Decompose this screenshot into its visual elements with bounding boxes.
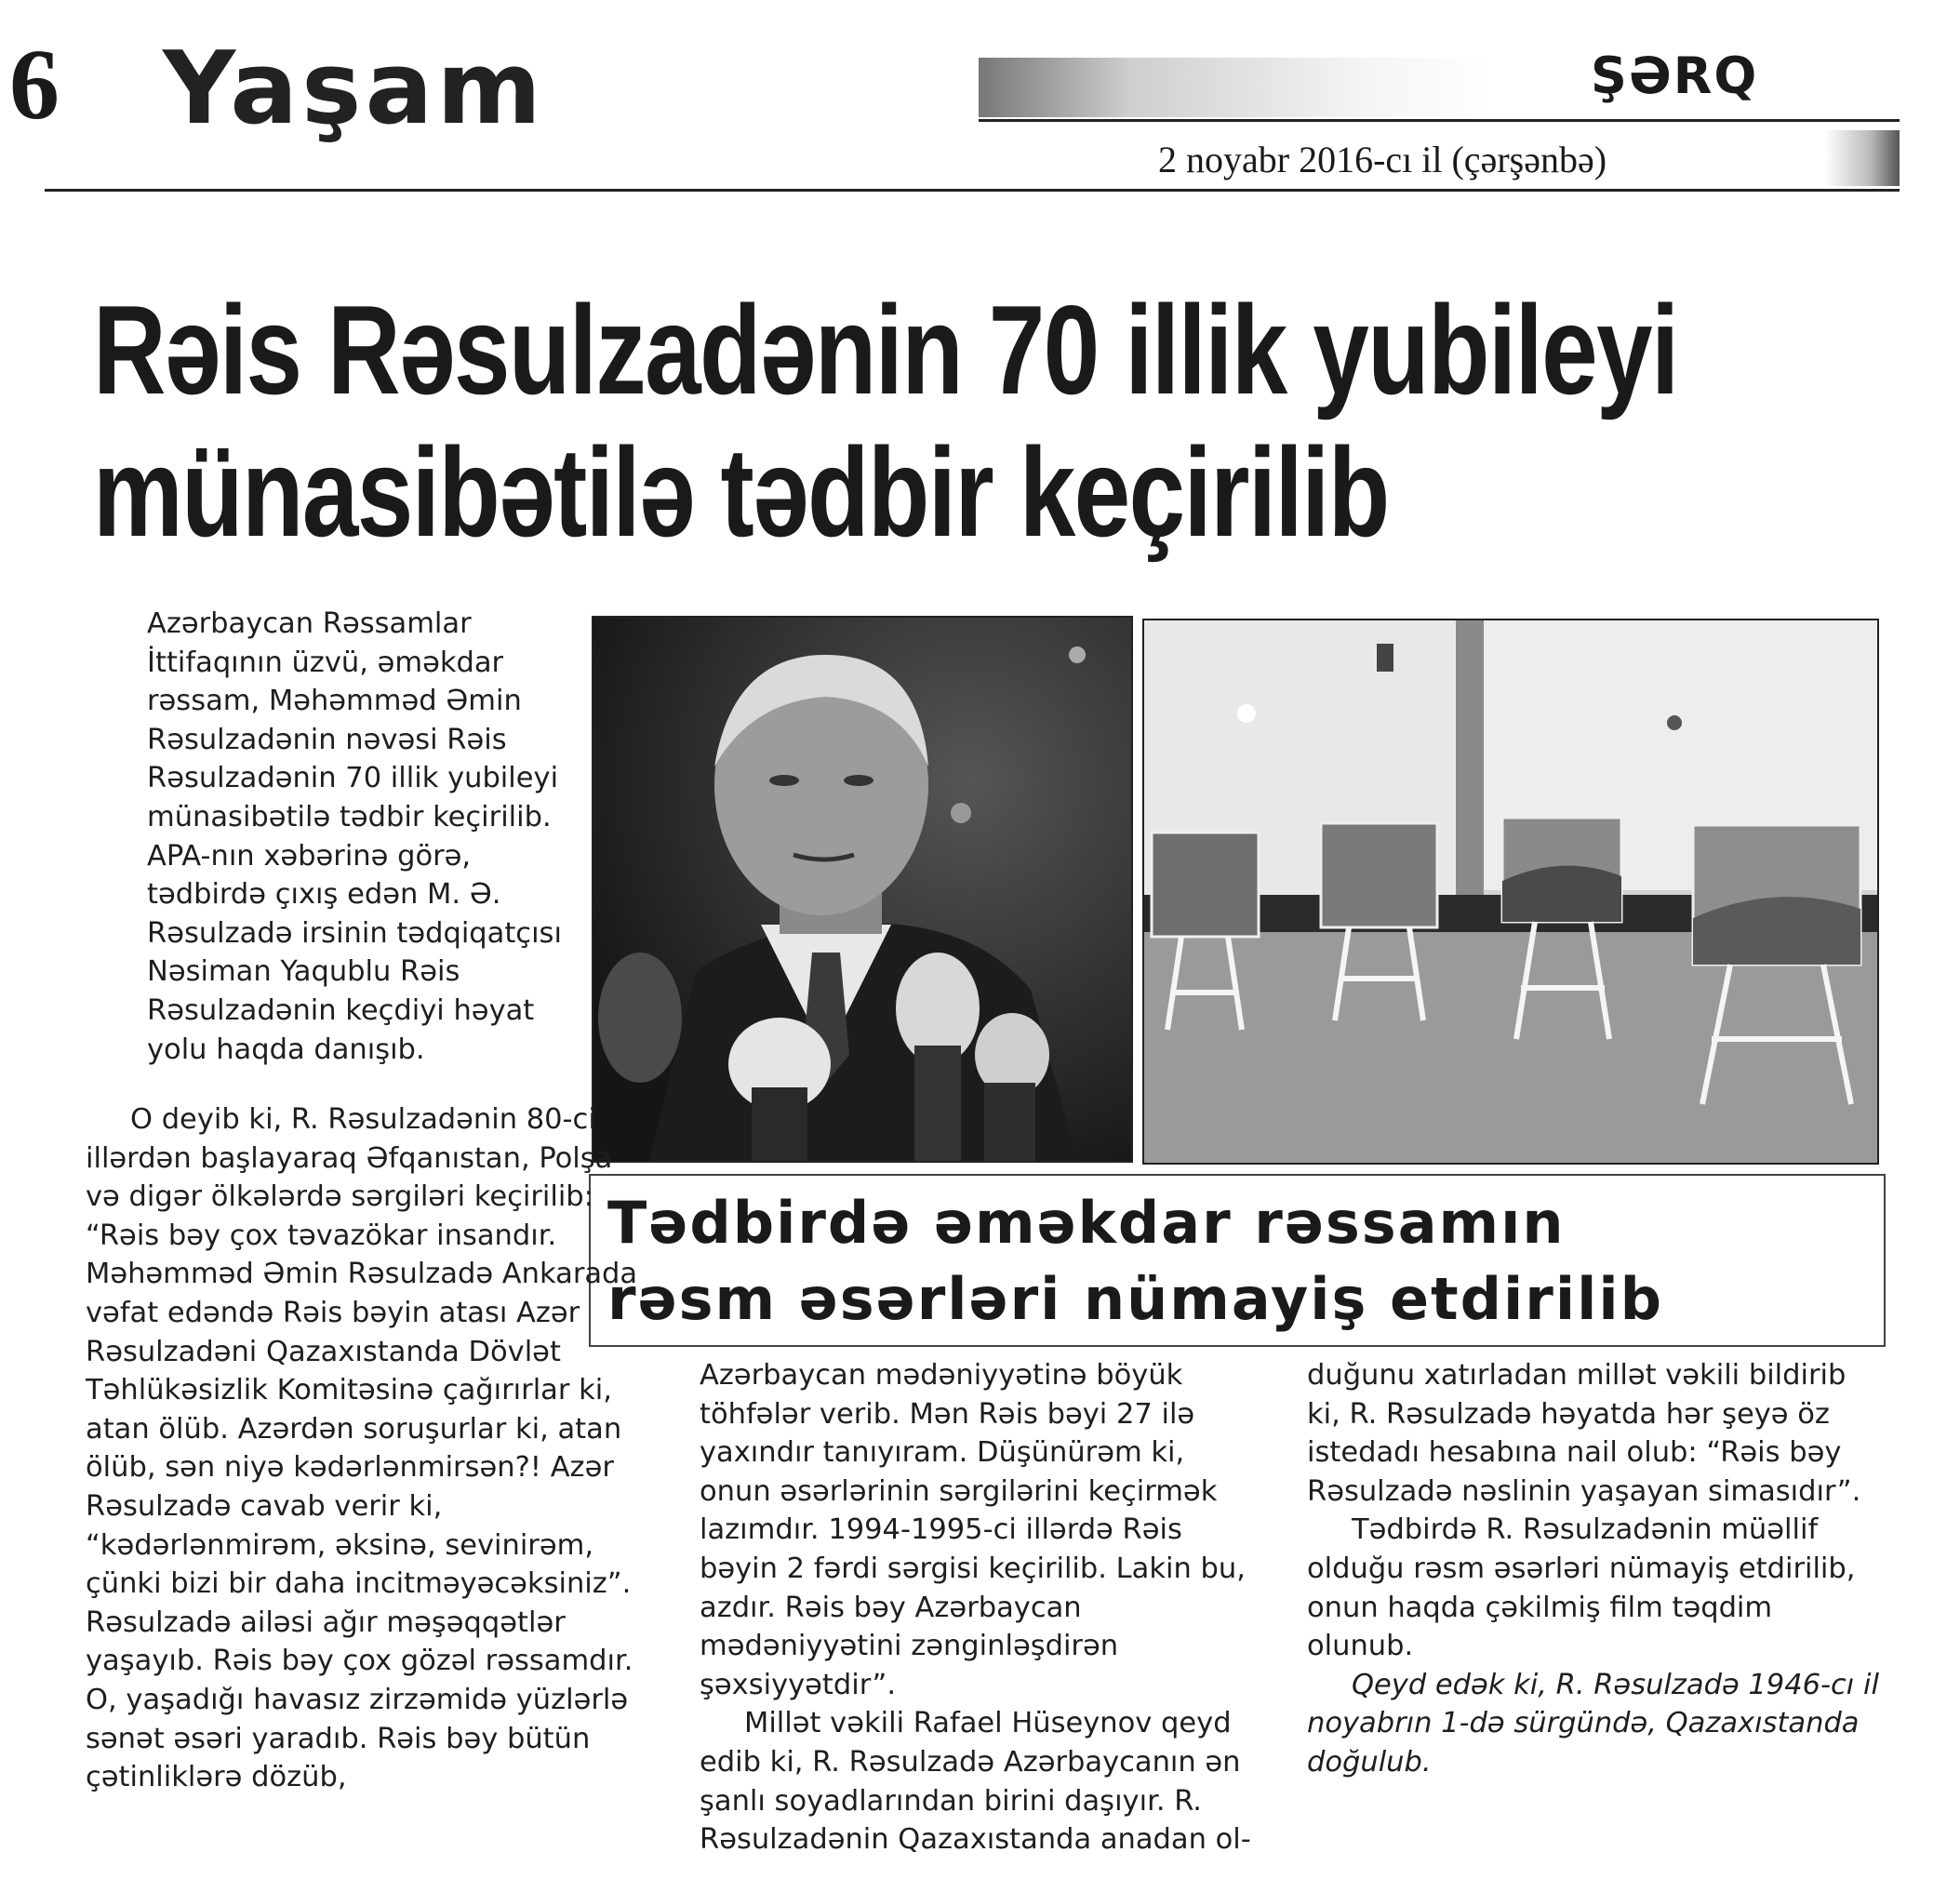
body-column-3 (1307, 1356, 1884, 1782)
caption-line-2: rəsm əsərləri nümayiş etdirilib (607, 1265, 1664, 1333)
body-paragraph: Millət vəkili Rafael Hüseynov qeyd edib ki, R. Rəsulzadə Azərbaycanın ən şanlı soyadlarından birini daşıyır. R. Rəsulzadənin Qazaxıstanda anadan ol- (700, 1707, 1251, 1857)
headline-line-2: münasibətilə tədbir keçirilib (93, 421, 1389, 563)
body-paragraph: O deyib ki, R. Rəsulzadənin 80-ci illərdən başlayaraq Əfqanıstan, Polşa və digər ölkələrdə sərgiləri keçirilib: “Rəis bəy çox təvazökar insandır. Məhəmməd Əmin Rəsulzadə Ankarada vəfat edəndə Rəis bəyin atası Azər Rəsulzadəni Qazaxıstanda Dövlət Təhlükəsizlik Komitəsinə çağırırlar ki, atan ölüb. Azərdən soruşurlar ki, atan ölüb, sən niyə kədərlənmirsən?! Azər Rəsulzadə cavab verir ki, “kədərlənmirəm, əksinə, sevinirəm, çünki bizi bir daha incitməyəcəksiniz”. Rəsulzadə ailəsi ağır məşəqqətlər yaşayıb. Rəis bəy çox gözəl rəssamdır. O, yaşadığı havasız zirzəmidə yüzlərlə sənət əsəri yaradıb. Rəis bəy bütün çətinliklərə dözüb, (86, 1103, 638, 1794)
page-rule (45, 189, 1900, 192)
section-title: Yaşam (163, 31, 545, 147)
article-headline (93, 279, 1678, 564)
newspaper-masthead: ŞƏRQ (1591, 47, 1759, 105)
date-gradient-bar (1825, 130, 1900, 186)
closing-note: Qeyd edək ki, R. Rəsulzadə 1946-cı il noyabrın 1-də sürgündə, Qazaxıstanda doğulub. (1307, 1668, 1879, 1779)
body-paragraph: Tədbirdə R. Rəsulzadənin müəllif olduğu rəsm əsərləri nümayiş etdirilib, onun haqda çəkilmiş film təqdim olunub. (1307, 1513, 1856, 1663)
body-column-2 (700, 1356, 1258, 1859)
issue-date: 2 noyabr 2016-cı il (çərşənbə) (1158, 139, 1607, 180)
photo-caption-box (589, 1174, 1886, 1347)
body-paragraph: duğunu xatırladan millət vəkili bildirib ki, R. Rəsulzadə həyatda hər şeyə öz istedadı hesabına nail olub: “Rəis bəy Rəsulzadə nəslinin yaşayan simasıdır”. (1307, 1359, 1861, 1508)
lead-paragraph: Azərbaycan Rəssamlar İttifaqının üzvü, əməkdar rəssam, Məhəmməd Əmin Rəsulzadənin nəvəsi Rəis Rəsulzadənin 70 illik yubileyi münasibətilə tədbir keçirilib. APA-nın xəbərinə görə, tədbirdə çıxış edən M. Ə. Rəsulzadə irsinin tədqiqatçısı Nəsiman Yaqublu Rəis Rəsulzadənin keçdiyi həyat yolu haqda danışıb. (147, 607, 562, 1066)
body-paragraph: Azərbaycan mədəniyyətinə böyük töhfələr verib. Mən Rəis bəyi 27 ilə yaxındır tanıyıram. Düşünürəm ki, onun əsərlərinin sərgilərini keçirmək lazımdır. 1994-1995-ci illərdə Rəis bəyin 2 fərdi sərgisi keçirilib. Lakin bu, azdır. Rəis bəy Azərbaycan mədəniyyətini zənginləşdirən şəxsiyyətdir”. (700, 1359, 1246, 1701)
page-number: 6 (9, 30, 60, 140)
headline-line-1: Rəis Rəsulzadənin 70 illik yubileyi (93, 279, 1678, 420)
exhibition-photo (1142, 619, 1879, 1165)
article-lead (147, 605, 580, 1069)
portrait-photo (592, 616, 1133, 1163)
caption-line-1: Tədbirdə əməkdar rəssamın (607, 1189, 1566, 1257)
body-column-1 (86, 1100, 653, 1797)
photo-caption (607, 1185, 1663, 1338)
header-divider (979, 119, 1900, 122)
